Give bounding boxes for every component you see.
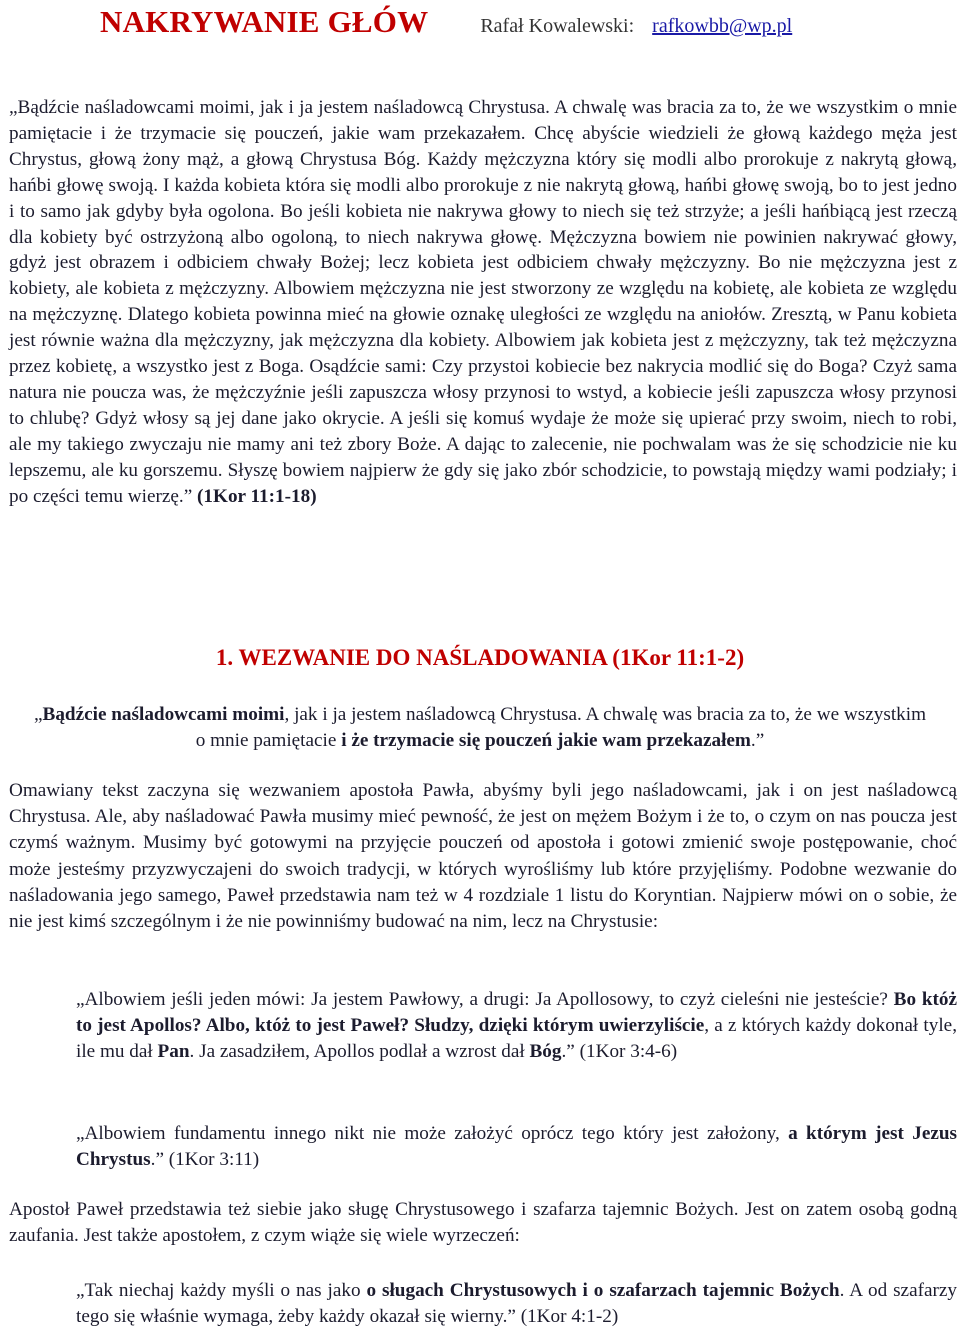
author-name: Rafał Kowalewski: — [480, 15, 635, 37]
section-quote-bold-1: Bądźcie naśladowcami moimi — [42, 704, 285, 725]
section-quote-open: „ — [33, 704, 43, 725]
body-paragraph-1: Omawiany tekst zaczyna się wezwaniem apostoła Pawła, abyśmy byli jego naśladowcami, jak i on jest naśladowcą Chrystusa. Ale, aby naśladować Pawła musimy mieć pewność, że jest on mężem Bożym i że to, o czym on nas poucza jest czymś ważnym. Musimy być gotowymi na przyjęcie pouczeń od apostoła i gotowi zmienić swoje postępowanie, choć może jesteśmy przyzwyczajeni do swoich tradycji, w których wyrośliśmy lub które przyjęliśmy. Podobne wezwanie do naśladowania jego samego, Paweł przedstawia nam też w 4 rozdziale 1 listu do Koryntian. Najpierw mówi on o sobie, że nie jest kimś szczególnym i że nie powinniśmy budować na nim, lecz na Chrystusie: — [9, 780, 957, 933]
author-email-link[interactable]: rafkowbb@wp.pl — [652, 15, 793, 37]
bq1-text-4: .” (1Kor 3:4-6) — [561, 1041, 678, 1062]
section-heading-ref: (1Kor 11:1-2) — [612, 645, 745, 670]
block-quote-1 — [76, 987, 957, 1065]
intro-quote-ref: (1Kor 11:1-18) — [197, 485, 317, 507]
document-title: NAKRYWANIE GŁÓW — [100, 4, 429, 39]
block-quote-3 — [76, 1278, 957, 1330]
bq1-bold-1: Bo któż to jest Apollos? Albo, któż to jest Paweł? Słudzy, dzięki którym uwierzyliście — [76, 989, 957, 1036]
bq1-text-3: . Ja zasadziłem, Apollos podlał a wzrost dał — [189, 1041, 530, 1062]
bq3-text-1: „Tak niechaj każdy myśli o nas jako — [76, 1280, 367, 1301]
intro-quote-text: „Bądźcie naśladowcami moimi, jak i ja jestem naśladowcą Chrystusa. A chwalę was bracia za to, że we wszystkim o mnie pamiętacie i że trzymacie się pouczeń, jakie wam przekazałem. Chcę abyście wiedzieli że głową każdego męża jest Chrystus, głową żony mąż, a głową Chrystusa Bóg. Każdy mężczyzna który się modli albo prorokuje z nakrytą głową, hańbi głowę swoją. I każda kobieta która się modli albo prorokuje z nie nakrytą głową, hańbi głowę swoją, bo to jest jedno i to samo jak gdyby była ogolona. Bo jeśli kobieta nie nakrywa głowy to niech się też strzyże; a jeśli hańbiącą jest rzeczą dla kobiety być ostrzyżoną albo ogoloną, to niech nakrywa głowę. Mężczyzna bowiem nie powinien nakrywać głowy, gdyż jest obrazem i odbiciem chwały Bożej; lecz kobieta jest odbiciem chwały mężczyzny. Bo nie mężczyzna jest z kobiety, ale kobieta z mężczyzny. Albowiem mężczyzna nie jest stworzony ze względu na kobietę, ale kobieta ze względu na mężczyznę. Dlatego kobieta powinna mieć na głowie oznakę uległości ze względu na aniołów. Zresztą, w Panu kobieta jest równie ważna dla mężczyzny, jak mężczyzna dla kobiety. Albowiem jak kobieta jest z mężczyzny, tak też mężczyzna przez kobietę, a wszystko jest z Boga. Osądźcie sami: Czy przystoi kobiecie bez nakrycia modlić się do Boga? Czyż sama natura nie poucza was, że mężczyźnie jeśli zapuszcza włosy przynosi to wstyd, a kobiecie jeśli zapuszcza włosy przynosi to chlubę? Gdyż włosy są jej dane jako okrycie. A jeśli się komuś wydaje że może się upierać przy swoim, niech to robi, ale my takiego zwyczaju nie mamy ani też zbory Boże. A dając to zalecenie, nie pochwalam was że się schodzicie nie ku lepszemu, ale ku gorszemu. Słyszę bowiem najpierw że gdy się jako zbór schodzicie, to powstają między wami podziały; i po części temu wierzę.” — [9, 97, 957, 507]
body-paragraph-2: Apostoł Paweł przedstawia też siebie jako sługę Chrystusowego i szafarza tajemnic Bożych. Jest on zatem osobą godną zaufania. Jest także apostołem, z czym wiąże się wiele wyrzeczeń: — [9, 1199, 957, 1246]
bq2-text-2: .” (1Kor 3:11) — [150, 1149, 260, 1170]
section-quote-mid: , jak i ja jestem naśladowcą Chrystusa. A chwalę was bracia za to, że we wszystkim o mnie pamiętacie — [195, 704, 926, 751]
bq1-bold-3: Bóg — [529, 1041, 562, 1062]
section-quote — [30, 702, 930, 754]
bq3-bold-1: o sługach Chrystusowych i o szafarzach tajemnic Bożych — [366, 1280, 840, 1301]
section-heading — [0, 645, 960, 671]
bq1-text-1: „Albowiem jeśli jeden mówi: Ja jestem Pawłowy, a drugi: Ja Apollosowy, to czyż cieleśni nie jesteście? — [76, 989, 894, 1010]
bq1-text-2: , a z których każdy dokonał tyle, ile mu dał — [76, 1015, 957, 1062]
bq2-bold-1: a którym jest Jezus Chrystus — [76, 1123, 957, 1170]
bq3-text-2: . A od szafarzy tego się właśnie wymaga, żeby każdy okazał się wierny.” (1Kor 4:1-2) — [76, 1280, 957, 1327]
header — [100, 4, 940, 44]
intro-quote — [9, 95, 957, 510]
section-quote-close: .” — [750, 730, 765, 751]
bq2-text-1: „Albowiem fundamentu innego nikt nie może założyć oprócz tego który jest założony, — [76, 1123, 789, 1144]
section-heading-text: 1. WEZWANIE DO NAŚLADOWANIA — [215, 645, 607, 670]
bq1-bold-2: Pan — [157, 1041, 190, 1062]
section-quote-bold-2: i że trzymacie się pouczeń jakie wam przekazałem — [341, 730, 751, 751]
block-quote-2 — [76, 1121, 957, 1173]
